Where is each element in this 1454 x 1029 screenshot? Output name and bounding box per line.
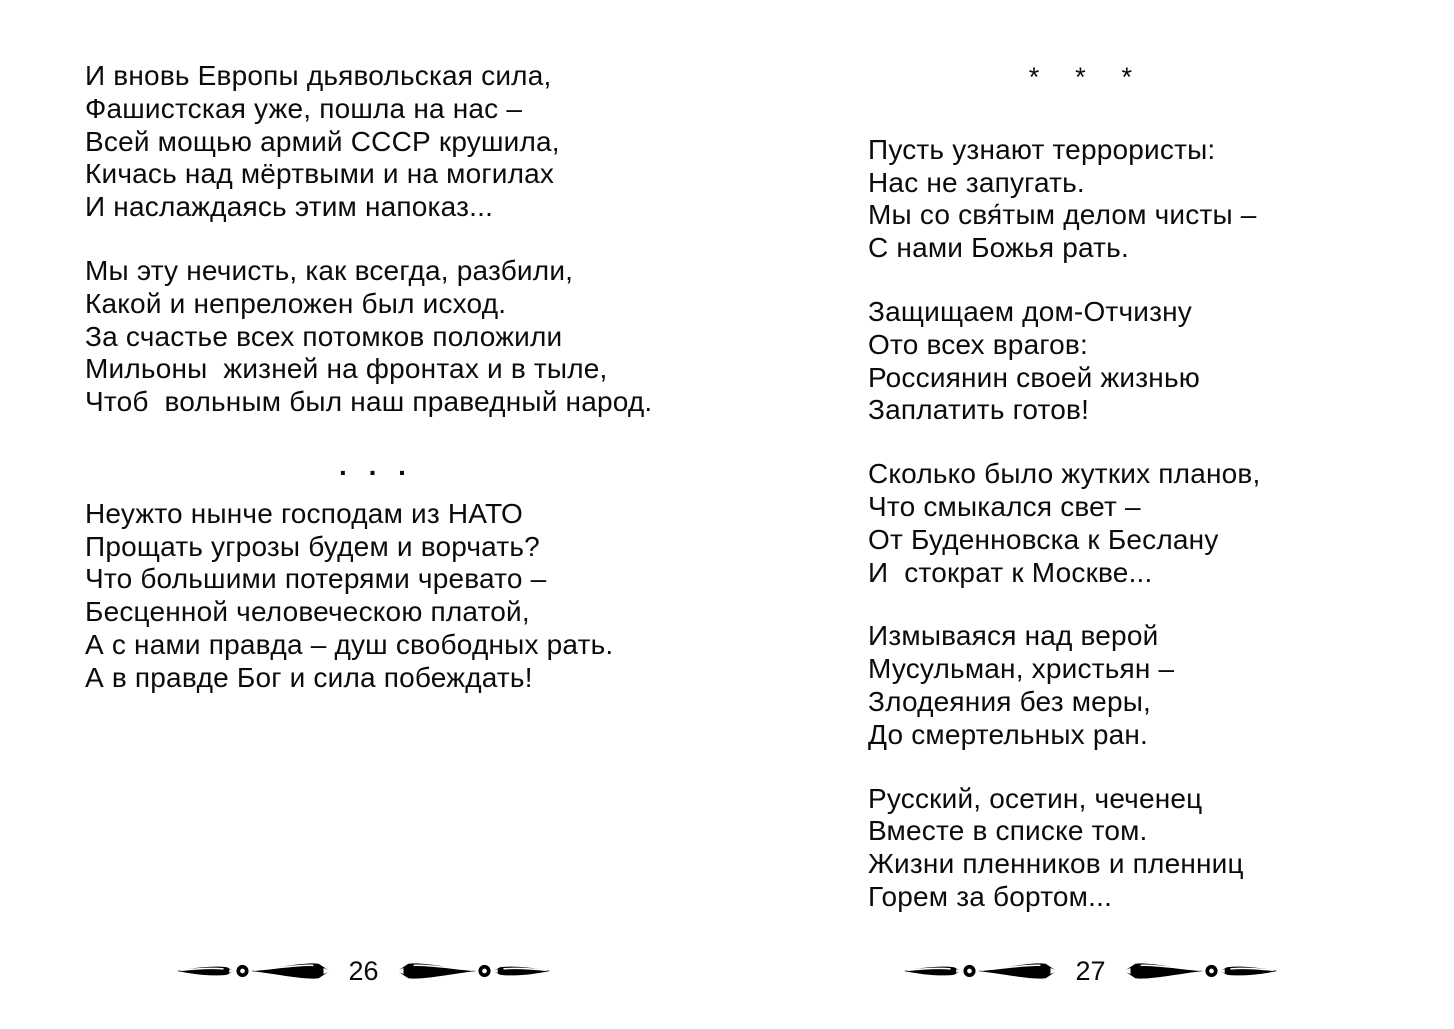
poem-line: И вновь Европы дьявольская сила,	[85, 60, 552, 91]
poem-line: Защищаем дом-Отчизну	[868, 295, 1192, 327]
poem-line: Русский, осетин, чеченец	[868, 782, 1203, 814]
poem-line: Что смыкался свет –	[868, 490, 1141, 522]
poem-line: А с нами правда – душ свободных рать.	[85, 628, 614, 660]
poem-line: Жизни пленников и пленниц	[868, 848, 1244, 880]
poem-line: Бесценной человеческою платой,	[85, 596, 530, 628]
poem-line: Фашистская уже, пошла на нас –	[85, 92, 523, 124]
stanza	[868, 134, 1293, 265]
poem-line: Прощать угрозы будем и ворчать?	[85, 530, 540, 562]
poem-line: Вместе в списке том.	[868, 815, 1148, 847]
poem-line: Какой и непреложен был исход.	[85, 287, 507, 319]
poem-right	[727, 0, 1293, 914]
stanza	[85, 60, 662, 224]
poem-line: Злодеяния без меры,	[868, 685, 1152, 717]
poem-line: Пусть узнают террористы:	[868, 133, 1216, 165]
page-number: 26	[348, 956, 379, 986]
page-footer	[0, 953, 727, 989]
poem-line: Ото всех врагов:	[868, 328, 1088, 360]
poem-line: За счастье всех потомков положили	[85, 320, 563, 352]
poem-line: И стократ к Москве...	[868, 556, 1153, 588]
poem-line: Сколько было жутких планов,	[868, 458, 1261, 490]
poem-line: Кичась над мёртвыми и на могилах	[85, 158, 555, 190]
footer-ornament-left-icon	[176, 959, 331, 983]
poem-line: Мы эту нечисть, как всегда, разбили,	[85, 254, 574, 286]
footer-ornament-left-icon	[903, 959, 1058, 983]
stanza	[868, 783, 1293, 914]
poem-line: Россиянин своей жизнью	[868, 361, 1200, 393]
poem-line: И наслаждаясь этим напоказ...	[85, 191, 494, 223]
poem-line: Мы со свя́тым делом чисты –	[868, 199, 1257, 231]
poem-line: А в правде Бог и сила побеждать!	[85, 661, 533, 693]
poem-line: Чтоб вольным был наш праведный народ.	[85, 386, 653, 418]
poem-line: Неужто нынче господам из НАТО	[85, 497, 523, 529]
section-separator-asterisks: * * *	[1028, 62, 1133, 92]
poem-line: Мусульман, христьян –	[868, 653, 1175, 685]
poem-line: Мильоны жизней на фронтах и в тыле,	[85, 353, 608, 385]
poem-line: От Буденновска к Беслану	[868, 523, 1219, 555]
footer-ornament-right-icon	[396, 959, 551, 983]
page-footer	[727, 953, 1454, 989]
poem-line: Всей мощью армий СССР крушила,	[85, 125, 560, 157]
stanza-separator-dots: . . .	[339, 449, 408, 481]
stanza	[868, 620, 1293, 751]
footer-ornament-right-icon	[1123, 959, 1278, 983]
page-number: 27	[1075, 956, 1106, 986]
stanza	[868, 296, 1293, 427]
poem-left	[0, 0, 662, 695]
right-page	[727, 0, 1454, 1029]
poem-line: Заплатить готов!	[868, 394, 1090, 426]
poem-line: Нас не запугать.	[868, 166, 1085, 198]
stanza	[85, 255, 662, 419]
poem-line: Что большими потерями чревато –	[85, 563, 547, 595]
poem-line: Горем за бортом...	[868, 880, 1113, 912]
poem-line: До смертельных ран.	[868, 718, 1149, 750]
poem-line: С нами Божья рать.	[868, 232, 1129, 264]
stanza	[85, 498, 662, 695]
poem-line: Измываяся над верой	[868, 620, 1159, 652]
stanza	[868, 458, 1293, 589]
